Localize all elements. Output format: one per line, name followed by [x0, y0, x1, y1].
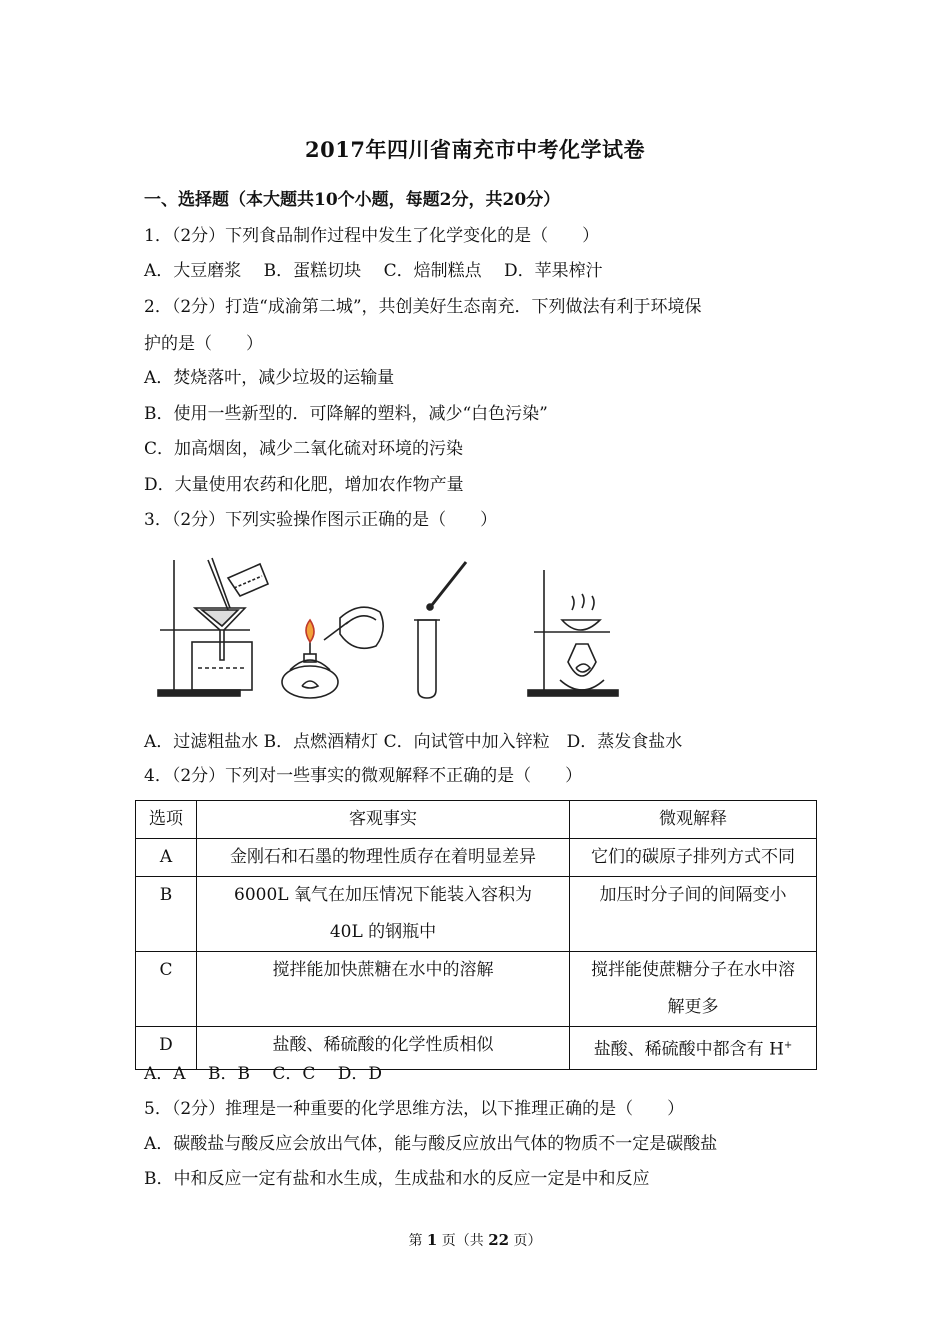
row-b-fact-line1: 6000L 氧气在加压情况下能装入容积为 [234, 885, 532, 905]
question-1-options: A．大豆磨浆 B．蛋糕切块 C．焙制糕点 D．苹果榨汁 [144, 261, 603, 281]
footer-prefix: 第 [408, 1233, 427, 1249]
table-row [136, 877, 817, 952]
filtration-apparatus-icon [158, 558, 268, 696]
question-4-table [135, 800, 817, 1070]
footer-page-number: 1 [426, 1231, 438, 1249]
row-c-option: C [136, 952, 197, 1027]
footer-middle: 页（共 [437, 1233, 489, 1249]
question-5-stem: 5．（2分）推理是一种重要的化学思维方法，以下推理正确的是（ ） [144, 1099, 685, 1119]
question-2-option-d: D．大量使用农药和化肥，增加农作物产量 [144, 475, 464, 495]
row-d-explanation [570, 1027, 817, 1070]
row-b-fact-line2: 40L 的钢瓶中 [329, 922, 437, 942]
row-c-fact: 搅拌能加快蔗糖在水中的溶解 [197, 952, 570, 1027]
table-header-row [136, 801, 817, 839]
row-b-explanation: 加压时分子间的间隔变小 [570, 877, 817, 952]
row-a-option: A [136, 839, 197, 877]
row-b-option: B [136, 877, 197, 952]
page-title: 2017年四川省南充市中考化学试卷 [305, 137, 645, 162]
row-a-explanation: 它们的碳原子排列方式不同 [570, 839, 817, 877]
table-row [136, 1027, 817, 1070]
row-d-explanation-text: 盐酸、稀硫酸中都含有 H [593, 1039, 784, 1060]
lab-apparatus-figures [150, 550, 790, 710]
header-fact: 客观事实 [197, 801, 570, 839]
question-2-stem-cont: 护的是（ ） [144, 334, 263, 354]
row-d-option: D [136, 1027, 197, 1070]
row-c-explanation-line1: 搅拌能使蔗糖分子在水中溶 [591, 960, 795, 980]
row-d-superscript: + [783, 1040, 793, 1051]
header-option: 选项 [136, 801, 197, 839]
question-1-stem: 1．（2分）下列食品制作过程中发生了化学变化的是（ ） [144, 226, 600, 246]
footer-suffix: 页） [509, 1233, 542, 1249]
row-a-fact: 金刚石和石墨的物理性质存在着明显差异 [197, 839, 570, 877]
row-c-explanation-line2: 解更多 [667, 997, 719, 1017]
page-footer [0, 1230, 950, 1250]
alcohol-lamp-icon [282, 607, 383, 698]
question-2-option-a: A．焚烧落叶，减少垃圾的运输量 [144, 368, 395, 388]
row-d-fact: 盐酸、稀硫酸的化学性质相似 [197, 1027, 570, 1070]
table-row [136, 952, 817, 1027]
footer-total-pages: 22 [488, 1231, 510, 1249]
question-4-options: A．A B．B C．C D．D [144, 1064, 383, 1084]
section-heading: 一、选择题（本大题共10个小题，每题2分，共20分） [144, 190, 561, 210]
question-3-stem: 3．（2分）下列实验操作图示正确的是（ ） [144, 510, 498, 530]
row-b-fact [197, 877, 570, 952]
header-explanation: 微观解释 [570, 801, 817, 839]
evaporation-apparatus-icon [528, 570, 618, 696]
question-5-option-a: A．碳酸盐与酸反应会放出气体，能与酸反应放出气体的物质不一定是碳酸盐 [144, 1134, 718, 1154]
question-4-stem: 4．（2分）下列对一些事实的微观解释不正确的是（ ） [144, 766, 583, 786]
question-2-option-c: C．加高烟囱，减少二氧化硫对环境的污染 [144, 439, 464, 459]
row-c-explanation [570, 952, 817, 1027]
test-tube-icon [414, 562, 466, 698]
question-2-option-b: B．使用一些新型的．可降解的塑料，减少“白色污染” [144, 404, 548, 424]
question-3-options: A．过滤粗盐水 B．点燃酒精灯 C．向试管中加入锌粒 D．蒸发食盐水 [144, 732, 683, 752]
question-5-option-b: B．中和反应一定有盐和水生成，生成盐和水的反应一定是中和反应 [144, 1169, 650, 1189]
question-2-stem: 2．（2分）打造“成渝第二城”，共创美好生态南充．下列做法有利于环境保 [144, 297, 702, 317]
table-row [136, 839, 817, 877]
